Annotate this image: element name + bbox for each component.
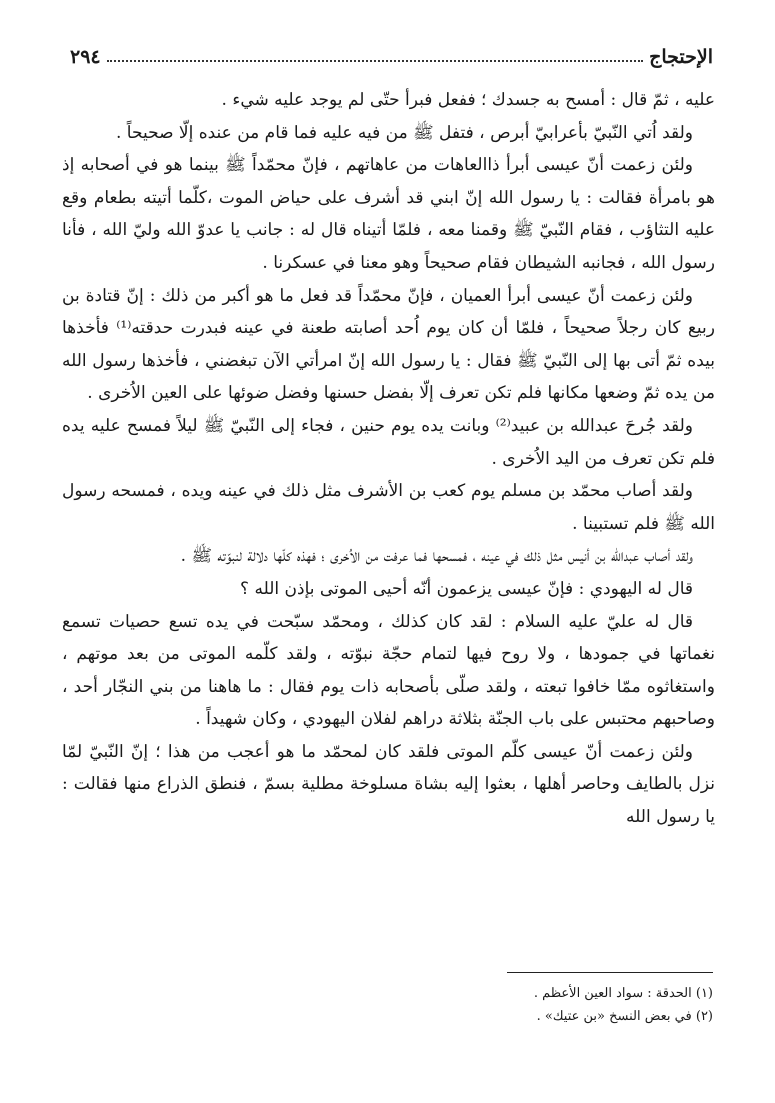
footnote: (١) الحدقة : سواد العين الأعظم . xyxy=(533,986,713,1001)
running-title: الإحتجاج xyxy=(649,46,713,68)
paragraph: ولقد أصاب عبدالله بن أنيس مثل ذلك في عينه ، فمسحها فما عرفت من الاُخرى ؛ فهذه كلّها دلالة لنبوّته ﷺ . xyxy=(180,546,693,567)
paragraph: قال له عليّ عليه السلام : لقد كان كذلك ، ومحمّد سبّحت في يده تسع حصيات تسمع نغماتها في جمودها ، ولا روح فيها لتمام حجّة نبوّته ، ولقد كلّمه الموتى من بعد موتهم ، واستغاثوه ممّا خافوا تبعته ، ولقد صلّى بأصحابه ذات يوم فقال : ما هاهنا من بني النجّار أحد ، وصاحبهم محتبس على باب الجنّة بثلاثة دراهم لفلان اليهودي ، وكان شهيداً . xyxy=(62,611,715,730)
paragraph: ولقد جُرحَ عبدالله بن عبيد⁽²⁾ وبانت يده يوم حنين ، فجاء إلى النّبيّ ﷺ ليلاً فمسح عليه يده فلم تكن تعرف من اليد الاُخرى . xyxy=(62,415,715,469)
paragraph: ولئن زعمت أنّ عيسى أبرأ العميان ، فإنّ محمّداً قد فعل ما هو أكبر من ذلك : إنّ قتادة بن ربيع كان رجلاً صحيحاً ، فلمّا أن كان يوم اُحد أصابته طعنة في عينه فبدرت حدقته⁽¹⁾ فأخذها بيده ثمّ أتى بها إلى النّبيّ ﷺ فقال : يا رسول الله إنّ امرأتي الآن تبغضني ، فأخذها رسول الله من يده ثمّ وضعها مكانها فلم تكن تعرف إلّا بفضل حسنها وفضل ضوئها على العين الاُخرى . xyxy=(62,285,715,404)
footnote-separator xyxy=(507,972,713,973)
paragraph: ولئن زعمت أنّ عيسى أبرأ ذاالعاهات من عاهاتهم ، فإنّ محمّداً ﷺ بينما هو في أصحابه إذ هو بامرأة فقالت : يا رسول الله إنّ ابني قد أشرف على حياض الموت ،كلّما أتيته بطعام وقع عليه التثاؤب ، فقام النّبيّ ﷺ وقمنا معه ، فلمّا أتيناه قال له : جانب يا عدوّ الله وليّ الله ، فأنا رسول الله ، فجانبه الشيطان فقام صحيحاً وهو معنا في عسكرنا . xyxy=(62,155,715,273)
dot-leader xyxy=(107,59,643,62)
paragraph: ولقد اُتي النّبيّ بأعرابيّ أبرص ، فتفل ﷺ من فيه عليه فما قام من عنده إلّا صحيحاً . xyxy=(116,122,693,143)
paragraph: ولئن زعمت أنّ عيسى كلّم الموتى فلقد كان لمحمّد ما هو أعجب من هذا ؛ إنّ النّبيّ لمّا نزل بالطايف وحاصر أهلها ، بعثوا إليه بشاة مسلوخة مطلية بسمّ ، فنطق الذراع منها فقالت : يا رسول الله xyxy=(62,741,715,828)
main-text xyxy=(62,84,715,834)
paragraph: ولقد أصاب محمّد بن مسلم يوم كعب بن الأشرف مثل ذلك في عينه ويده ، فمسحه رسول الله ﷺ فلم تستبينا . xyxy=(62,481,715,534)
running-header xyxy=(70,38,713,68)
paragraph: عليه ، ثمّ قال : أمسح به جسدك ؛ ففعل فبرأ حتّى لم يوجد عليه شيء . xyxy=(221,90,715,110)
footnotes xyxy=(62,982,713,1028)
footnote: (٢) في بعض النسخ «بن عتيك» . xyxy=(536,1009,713,1024)
page-number: ٢٩٤ xyxy=(70,46,101,68)
paragraph: قال له اليهودي : فإنّ عيسى يزعمون أنّه أحيى الموتى بإذن الله ؟ xyxy=(240,578,693,599)
